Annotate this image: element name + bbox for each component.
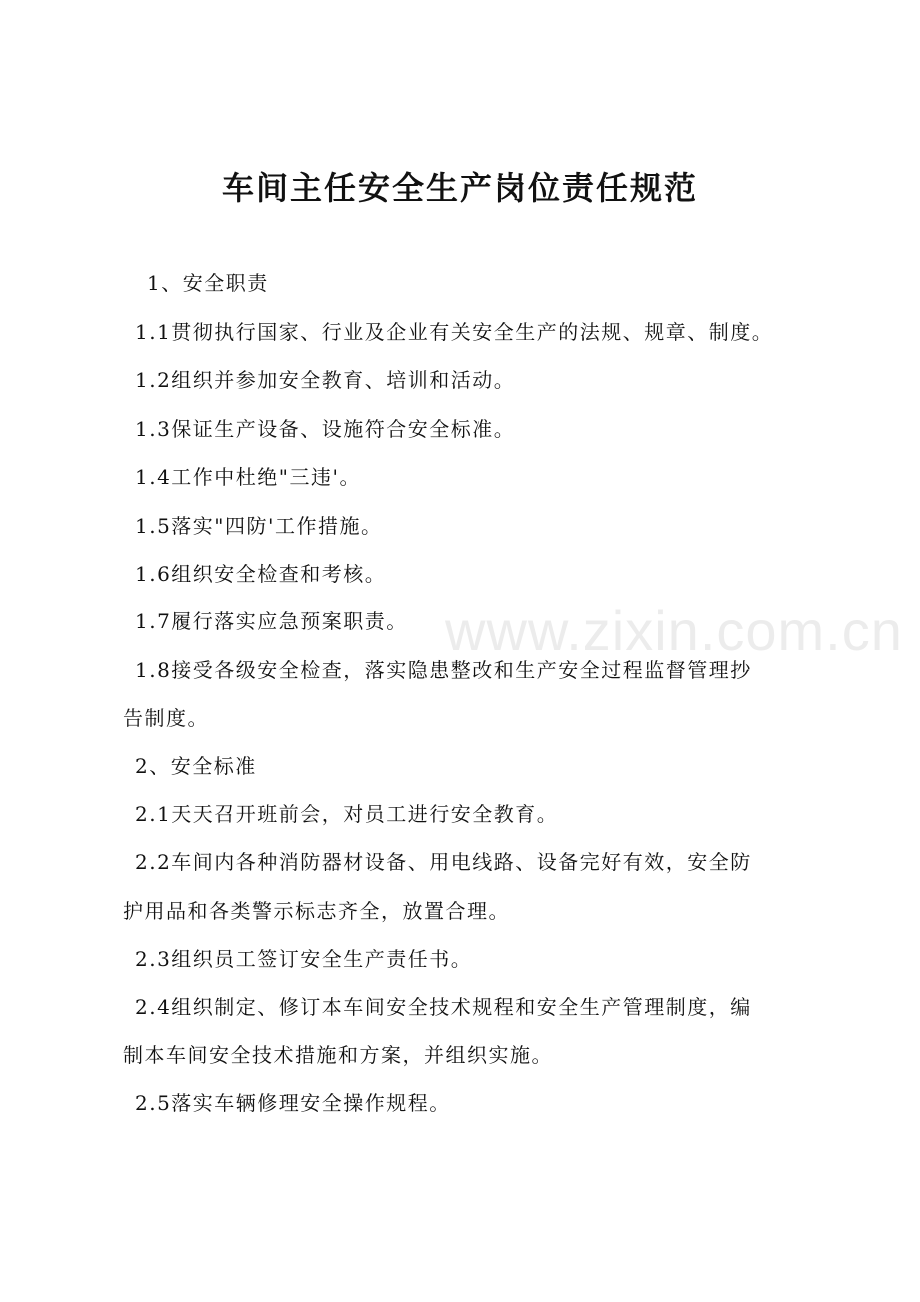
paragraph-line: 2.5落实车辆修理安全操作规程。 — [135, 1091, 451, 1115]
paragraph-line: 1.5落实"四防'工作措施。 — [135, 514, 383, 538]
paragraph-line: 1.7履行落实应急预案职责。 — [135, 609, 408, 633]
paragraph-line: 告制度。 — [123, 706, 209, 730]
paragraph-line: 1.1贯彻执行国家、行业及企业有关安全生产的法规、规章、制度。 — [135, 320, 774, 344]
section-heading-2: 2、安全标准 — [135, 754, 257, 778]
paragraph-line: 1.3保证生产设备、设施符合安全标准。 — [135, 417, 516, 441]
paragraph-line: 2.1天天召开班前会，对员工进行安全教育。 — [135, 802, 559, 826]
paragraph-line: 1.6组织安全检查和考核。 — [135, 562, 387, 586]
paragraph-line: 1.2组织并参加安全教育、培训和活动。 — [135, 368, 516, 392]
paragraph-line: 制本车间安全技术措施和方案，并组织实施。 — [123, 1043, 553, 1067]
paragraph-line: 2.2车间内各种消防器材设备、用电线路、设备完好有效，安全防 — [135, 850, 752, 874]
paragraph-line: 2.3组织员工签订安全生产责任书。 — [135, 947, 473, 971]
paragraph-line: 2.4组织制定、修订本车间安全技术规程和安全生产管理制度，编 — [135, 995, 752, 1019]
section-heading-1: 1、安全职责 — [147, 271, 269, 295]
watermark: www.zixin.com.cn — [445, 599, 903, 662]
paragraph-line: 护用品和各类警示标志齐全，放置合理。 — [123, 899, 510, 923]
paragraph-line: 1.4工作中杜绝"三违'。 — [135, 465, 362, 489]
paragraph-line: 1.8接受各级安全检查，落实隐患整改和生产安全过程监督管理抄 — [135, 658, 752, 682]
document-title: 车间主任安全生产岗位责任规范 — [221, 169, 698, 207]
